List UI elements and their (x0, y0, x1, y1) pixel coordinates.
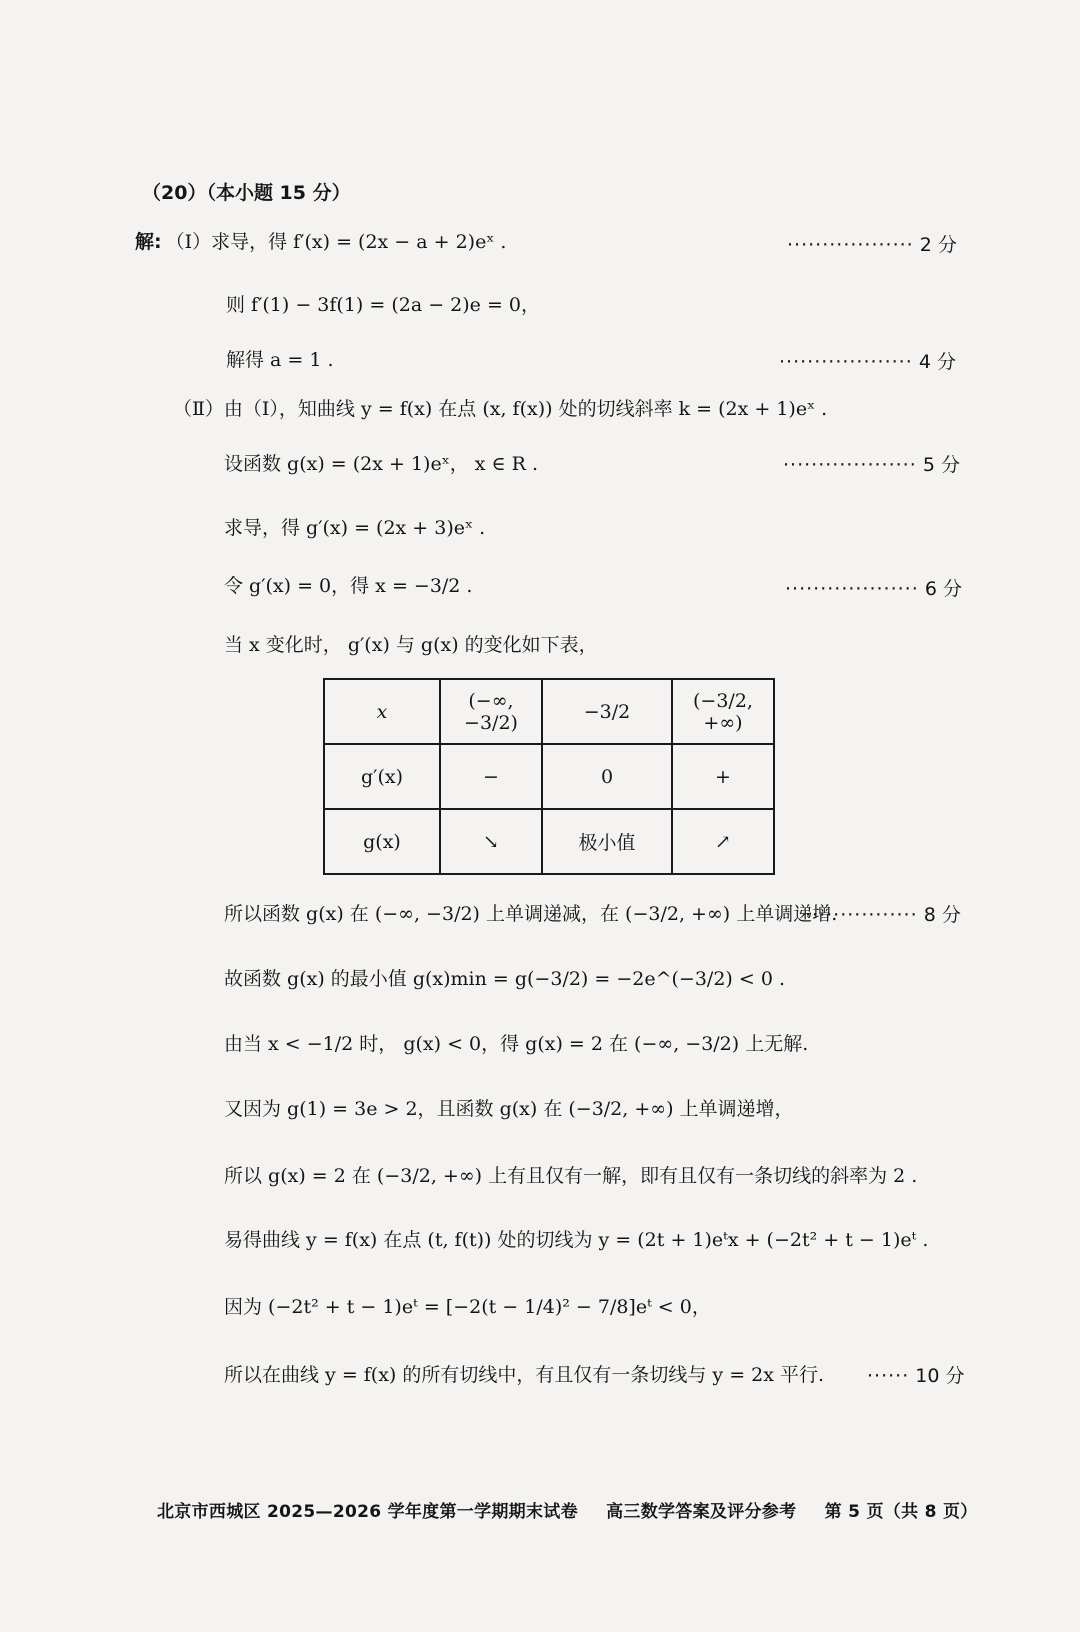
part2-line1: （Ⅱ）由（Ⅰ），知曲线 y = f(x) 在点 (x, f(x)) 处的切线斜率 k = (2x + 1)eˣ . (173, 398, 828, 420)
table-cell: g(x) (324, 809, 440, 874)
part2-line11: 易得曲线 y = f(x) 在点 (t, f(t)) 处的切线为 y = (2t + 1)eᵗx + (−2t² + t − 1)eᵗ . (224, 1229, 929, 1251)
decrease-arrow-icon: ↘ (440, 809, 542, 874)
score-5-label: 5 分 (922, 454, 960, 476)
score-10: ······ 10 分 (867, 1365, 965, 1387)
score-6-label: 6 分 (924, 578, 962, 600)
footer-exam-title: 北京市西城区 2025—2026 学年度第一学期期末试卷 (157, 1502, 578, 1522)
table-cell: + (672, 744, 774, 809)
part2-line7: 故函数 g(x) 的最小值 g(x)min = g(−3/2) = −2e^(−3/2) < 0 . (224, 968, 786, 990)
table-cell: − (440, 744, 542, 809)
part1-derivative: （Ⅰ）求导，得 f′(x) = (2x − a + 2)eˣ . (165, 231, 507, 253)
table-row (324, 809, 774, 874)
score-2: ·················· 2 分 (787, 234, 957, 256)
footer-page-number: 第 5 页（共 8 页） (824, 1502, 978, 1522)
part2-line6: 所以函数 g(x) 在 (−∞, −3/2) 上单调递减，在 (−3/2, +∞) 上单调递增. (224, 903, 838, 925)
score-4: ··················· 4 分 (779, 351, 956, 373)
part2-line10: 所以 g(x) = 2 在 (−3/2, +∞) 上有且仅有一解，即有且仅有一条切线的斜率为 2 . (224, 1165, 918, 1187)
part2-line13: 所以在曲线 y = f(x) 的所有切线中，有且仅有一条切线与 y = 2x 平行. (224, 1364, 825, 1386)
table-row (324, 744, 774, 809)
table-row (324, 679, 774, 744)
part2-line3: 求导，得 g′(x) = (2x + 3)eˣ . (224, 517, 486, 539)
table-cell: −3/2 (542, 679, 672, 744)
part1-line1 (135, 233, 506, 252)
score-8-label: 8 分 (923, 904, 961, 926)
part2-line9: 又因为 g(1) = 3e > 2，且函数 g(x) 在 (−3/2, +∞) 上单调递增， (224, 1098, 794, 1120)
footer-subject: 高三数学答案及评分参考 (606, 1502, 797, 1522)
score-4-label: 4 分 (918, 351, 956, 373)
question-header: （20）（本小题 15 分） (142, 182, 351, 204)
table-cell: g′(x) (324, 744, 440, 809)
page-footer (157, 1497, 1000, 1522)
score-10-label: 10 分 (915, 1365, 965, 1387)
table-cell: (−∞, −3/2) (440, 679, 542, 744)
score-5: ··················· 5 分 (783, 454, 960, 476)
increase-arrow-icon: ↗ (672, 809, 774, 874)
score-6: ··················· 6 分 (785, 578, 962, 600)
part1-line3: 解得 a = 1 . (226, 349, 334, 371)
part2-line2: 设函数 g(x) = (2x + 1)eˣ， x ∈ R . (224, 453, 539, 475)
table-cell: 极小值 (542, 809, 672, 874)
table-cell: (−3/2, +∞) (672, 679, 774, 744)
part2-line8: 由当 x < −1/2 时， g(x) < 0，得 g(x) = 2 在 (−∞, −3/2) 上无解. (224, 1033, 809, 1055)
solution-label: 解: (135, 231, 162, 253)
score-8: ················ 8 分 (805, 904, 961, 926)
score-2-label: 2 分 (919, 234, 957, 256)
part2-line12: 因为 (−2t² + t − 1)eᵗ = [−2(t − 1/4)² − 7/8]eᵗ < 0， (224, 1296, 711, 1318)
part2-line5: 当 x 变化时， g′(x) 与 g(x) 的变化如下表， (224, 634, 598, 656)
part2-line4: 令 g′(x) = 0，得 x = −3/2 . (224, 575, 473, 597)
table-cell: 0 (542, 744, 672, 809)
table-cell: x (324, 679, 440, 744)
part1-line2: 则 f′(1) − 3f(1) = (2a − 2)e = 0， (226, 294, 540, 316)
variation-table (323, 678, 775, 875)
